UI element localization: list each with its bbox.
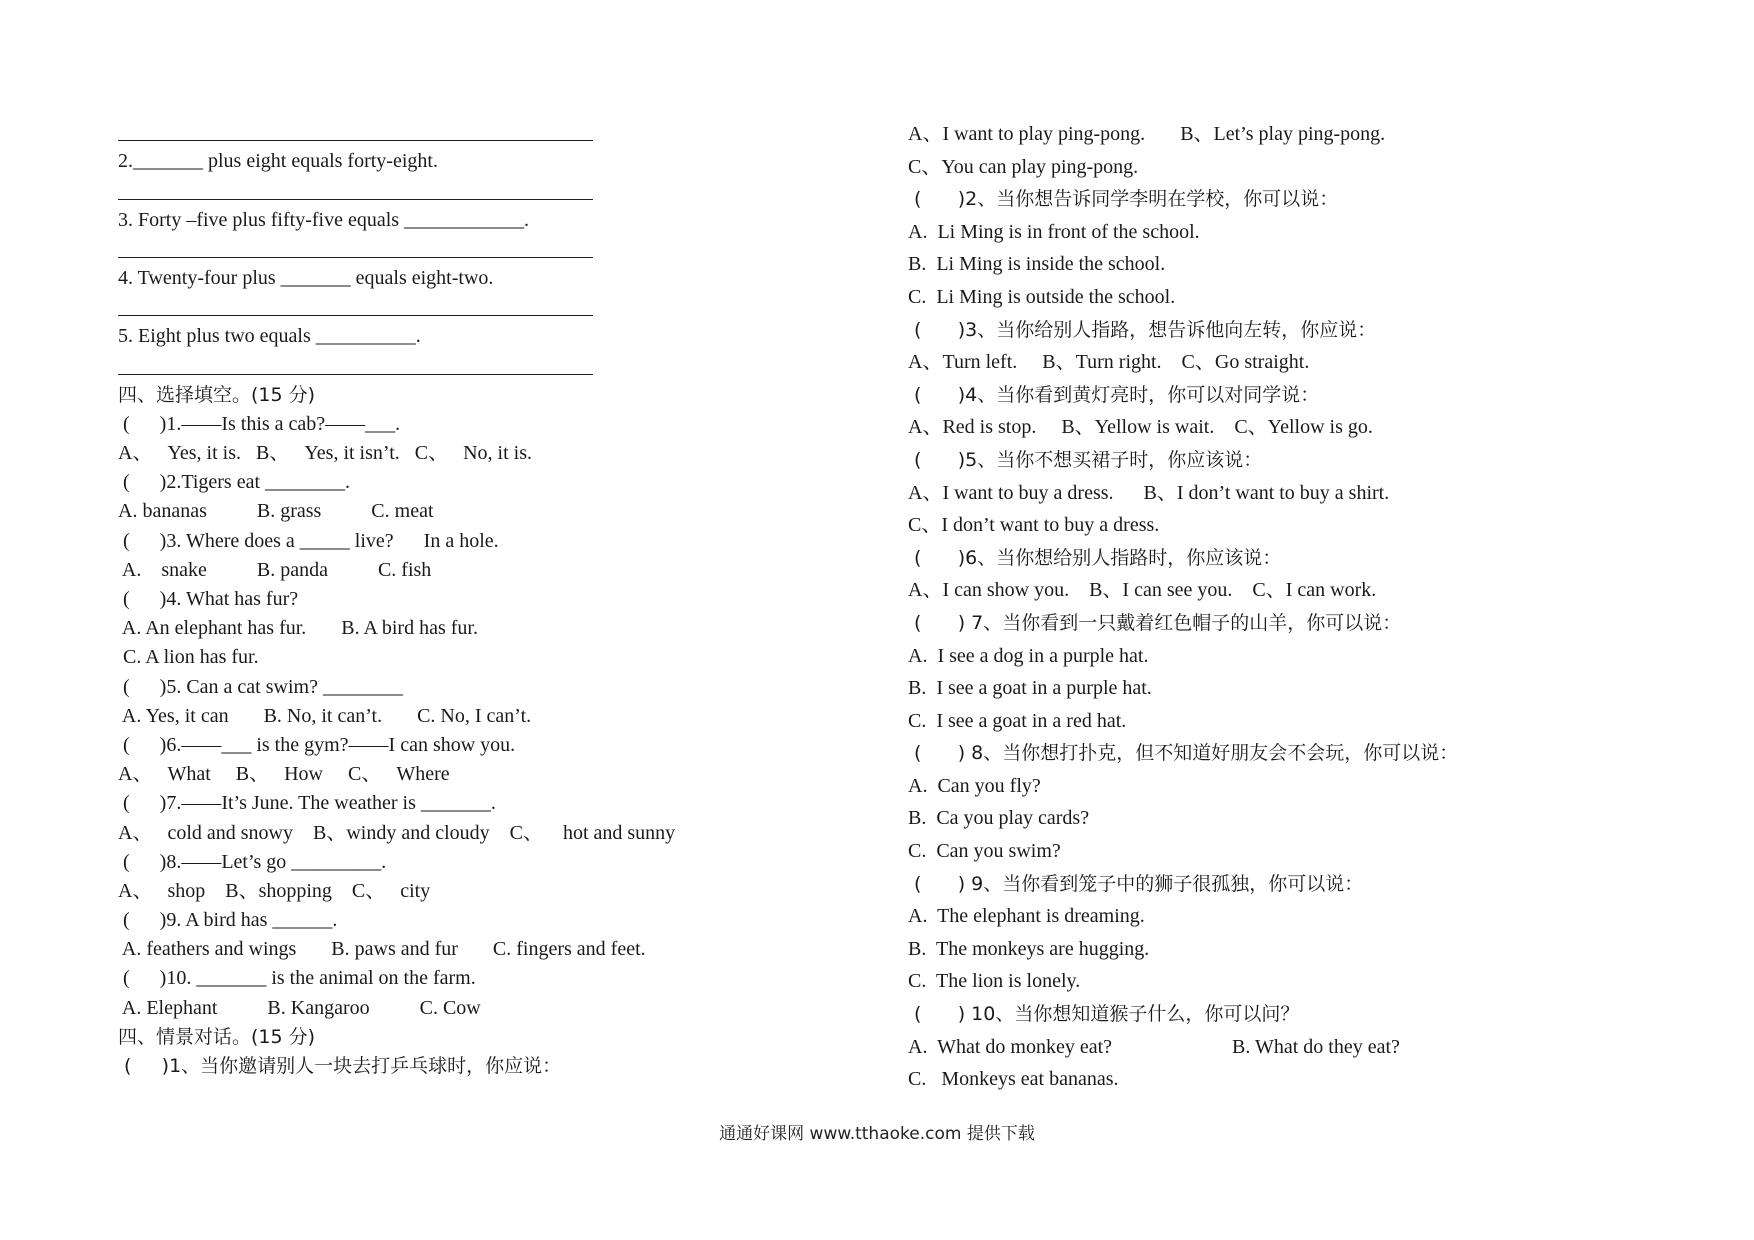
exam-line: 4. Twenty-four plus _______ equals eight-two.	[118, 266, 494, 289]
exam-line: B. Ca you play cards?	[908, 807, 1090, 830]
exam-line: A. Elephant B. Kangaroo C. Cow	[118, 996, 481, 1019]
answer-line	[118, 293, 758, 322]
question-prompt: ( )3、当你给别人指路，想告诉他向左转，你应说：	[908, 318, 1377, 341]
exam-line: A、I want to play ping-pong. B、Let’s play ping-pong.	[908, 123, 1386, 145]
exam-line: C、I don’t want to buy a dress.	[908, 514, 1160, 537]
question-prompt: ( )2、当你想告诉同学李明在学校，你可以说：	[908, 188, 1339, 211]
exam-line: A. I see a dog in a purple hat.	[908, 644, 1149, 667]
exam-line: A、I want to buy a dress. B、I don’t want to buy a shirt.	[908, 481, 1390, 504]
exam-line: B. I see a goat in a purple hat.	[908, 677, 1152, 700]
exam-line: A. What do monkey eat? B. What do they eat?	[908, 1035, 1400, 1058]
exam-line: A. feathers and wings B. paws and fur C. fingers and feet.	[118, 938, 646, 961]
exam-line: A. The elephant is dreaming.	[908, 905, 1145, 928]
exam-line: ( )8.——Let’s go _________.	[118, 850, 387, 873]
exam-line: 5. Eight plus two equals __________.	[118, 325, 421, 348]
exam-line: B. Li Ming is inside the school.	[908, 253, 1166, 276]
exam-line: A. An elephant has fur. B. A bird has fur.	[118, 617, 478, 640]
answer-line	[118, 352, 758, 381]
exam-line: A. Li Ming is in front of the school.	[908, 220, 1200, 243]
exam-line: C. The lion is lonely.	[908, 970, 1081, 993]
exam-line: A. bananas B. grass C. meat	[118, 500, 434, 523]
question-prompt: ( ) 8、当你想打扑克，但不知道好朋友会不会玩，你可以说：	[908, 742, 1459, 765]
answer-line	[118, 118, 758, 147]
exam-line: A、 shop B、shopping C、 city	[118, 879, 431, 902]
exam-line: ( )1.——Is this a cab?——___.	[118, 412, 401, 435]
exam-line: A. Can you fly?	[908, 774, 1041, 797]
question-prompt: ( )4、当你看到黄灯亮时，你可以对同学说：	[908, 383, 1320, 406]
exam-line: ( )4. What has fur?	[118, 588, 299, 610]
exam-line: A、 Yes, it is. B、 Yes, it isn’t. C、 No, it is.	[118, 442, 532, 465]
question-prompt: 四、情景对话。(15 分)	[118, 1025, 316, 1048]
footer-credit: 通通好课网 www.tthaoke.com 提供下载	[719, 1124, 1035, 1144]
right-column	[908, 118, 1608, 1096]
exam-line: A、 What B、 How C、 Where	[118, 763, 450, 786]
question-prompt: 四、选择填空。(15 分)	[118, 383, 316, 406]
question-prompt: ( )6、当你想给别人指路时，你应该说：	[908, 546, 1282, 569]
exam-line: A、 cold and snowy B、windy and cloudy C、 hot and sunny	[118, 821, 676, 844]
question-prompt: ( ) 10、当你想知道猴子什么，你可以问？	[908, 1003, 1300, 1026]
exam-line: C、You can play ping-pong.	[908, 155, 1139, 178]
exam-line: A、Red is stop. B、Yellow is wait. C、Yellow is go.	[908, 416, 1373, 439]
question-prompt: ( )1、当你邀请别人一块去打乒乓球时，你应说：	[118, 1055, 562, 1077]
question-prompt: ( )5、当你不想买裙子时，你应该说：	[908, 448, 1263, 471]
exam-line: ( )9. A bird has ______.	[118, 909, 338, 932]
exam-line: ( )5. Can a cat swim? ________	[118, 675, 403, 698]
exam-line: C. I see a goat in a red hat.	[908, 709, 1127, 732]
exam-line: C. Monkeys eat bananas.	[908, 1068, 1119, 1091]
exam-line: A、I can show you. B、I can see you. C、I can work.	[908, 579, 1377, 602]
exam-line: ( )7.——It’s June. The weather is _______.	[118, 792, 496, 815]
question-prompt: ( ) 7、当你看到一只戴着红色帽子的山羊，你可以说：	[908, 611, 1402, 634]
exam-line: ( )6.——___ is the gym?——I can show you.	[118, 733, 516, 756]
answer-line	[118, 235, 758, 264]
exam-line: B. The monkeys are hugging.	[908, 937, 1150, 960]
exam-line: C. Li Ming is outside the school.	[908, 285, 1176, 308]
exam-line: ( )2.Tigers eat ________.	[118, 471, 351, 494]
left-column	[118, 118, 758, 1081]
exam-line: ( )10. _______ is the animal on the farm.	[118, 967, 476, 990]
exam-line: A、Turn left. B、Turn right. C、Go straight.	[908, 351, 1310, 374]
exam-line: 3. Forty –five plus fifty-five equals ____________.	[118, 208, 530, 231]
exam-line: C. Can you swim?	[908, 840, 1061, 863]
exam-line: C. A lion has fur.	[118, 646, 259, 669]
exam-line: A. snake B. panda C. fish	[118, 558, 432, 581]
exam-line: ( )3. Where does a _____ live? In a hole.	[118, 529, 499, 552]
question-prompt: ( ) 9、当你看到笼子中的狮子很孤独，你可以说：	[908, 872, 1364, 895]
answer-line	[118, 176, 758, 205]
exam-line: A. Yes, it can B. No, it can’t. C. No, I can’t.	[118, 704, 532, 727]
exam-line: 2._______ plus eight equals forty-eight.	[118, 150, 438, 173]
